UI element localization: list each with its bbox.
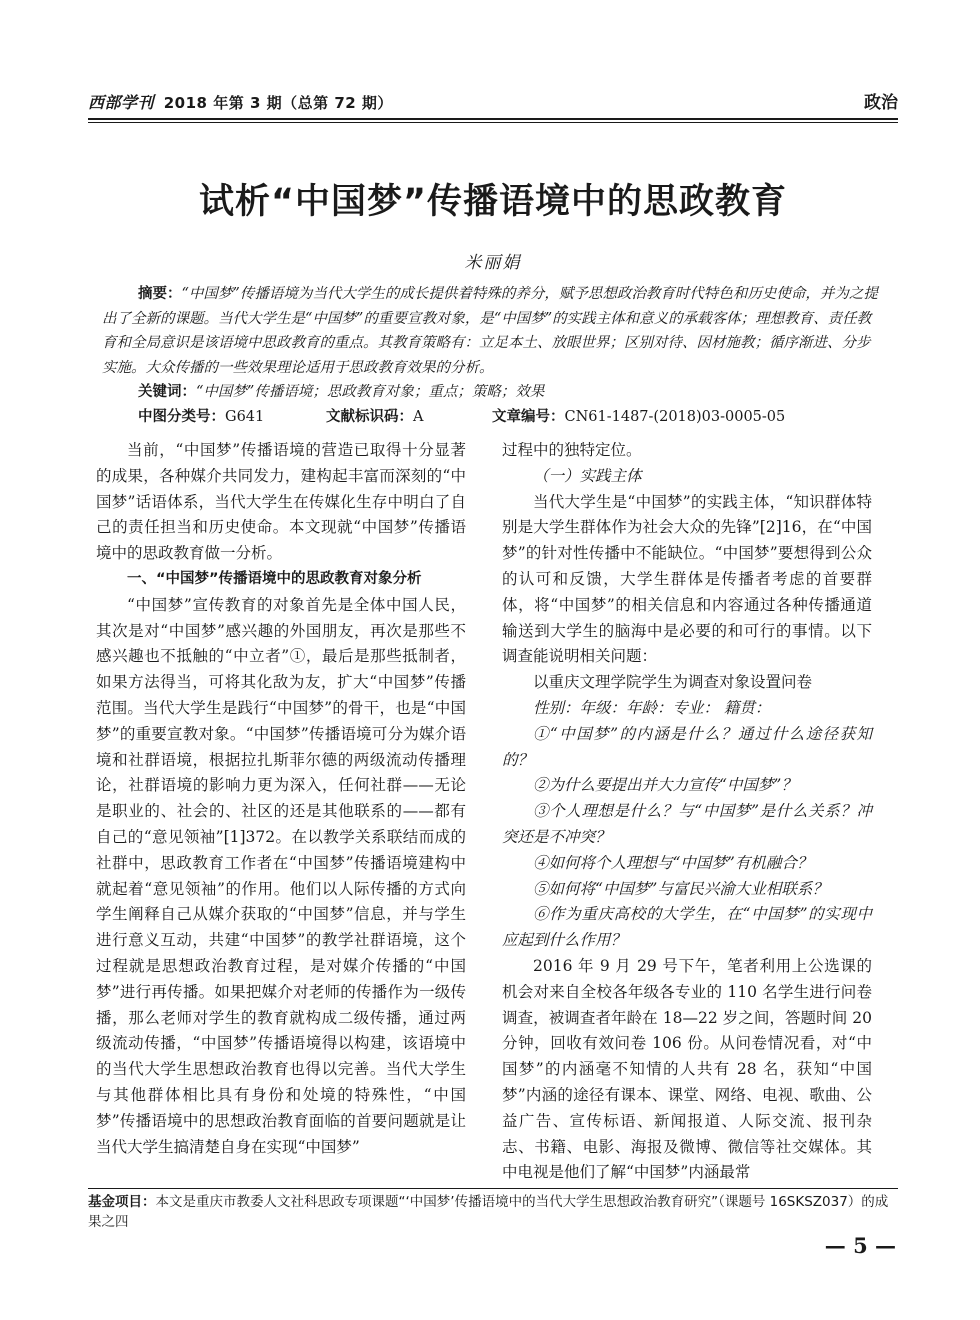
page-number: — 5 —	[824, 1233, 896, 1258]
header-rule	[88, 118, 898, 120]
section-heading: 一、“中国梦”传播语境中的思政教育对象分析	[127, 570, 422, 587]
abstract-block	[102, 282, 878, 429]
article-title: 试析“中国梦”传播语境中的思政教育	[198, 182, 787, 222]
abstract-text: “中国梦”传播语境为当代大学生的成长提供着特殊的养分，赋予思想政治教育时代特色和历史使命，并为之提出了全新的课题。当代大学生是“中国梦”的重要宣教对象，是“中国梦”的实践主体和意义的承载客体；理想教育、责任教育和全局意识是该语境中思政教育的重点。其教育策略有：立足本土、放眼世界；区别对待、因材施教；循序渐进、分步实施。大众传播的一些效果理论适用于思政教育效果的分析。	[102, 286, 878, 376]
article-number-label: 文章编号：	[492, 408, 565, 425]
article-number-value: CN61-1487-(2018)03-0005-05	[564, 408, 786, 425]
body-paragraph: 以重庆文理学院学生为调查对象设置问卷	[533, 673, 813, 692]
running-header	[88, 86, 898, 116]
footnote-text: 本文是重庆市教委人文社科思政专项课题“‘中国梦’传播语境中的当代大学生思想政治教育研究”（课题号 16SKSZ037）的成果之四	[88, 1194, 889, 1230]
footnote-rule	[88, 1188, 898, 1189]
body-paragraph: 当代大学生是“中国梦”的实践主体，“知识群体特别是大学生群体作为社会大众的先锋”[2]16，在“中国梦”的针对性传播中不能缺位。“中国梦”要想得到公众的认可和反馈，大学生群体是传播者考虑的首要群体，将“中国梦”的相关信息和内容通过各种传播通道输送到大学生的脑海中是必要的和可行的事情。以下调查能说明相关问题：	[502, 492, 872, 666]
survey-question: ⑤如何将“中国梦”与富民兴渝大业相联系？	[533, 879, 828, 898]
body-column-right	[502, 438, 872, 1186]
survey-item: 性别：年级：年龄：专业： 籍贯：	[533, 698, 771, 717]
survey-question: ⑥作为重庆高校的大学生，在“中国梦”的实现中应起到什么作用？	[502, 905, 872, 950]
classification-line	[102, 405, 878, 430]
funding-footnote	[88, 1192, 898, 1232]
keywords-label: 关键词：	[138, 384, 196, 400]
clc-value: G641	[225, 408, 265, 425]
body-paragraph: 当前，“中国梦”传播语境的营造已取得十分显著的成果，各种媒介共同发力，建构起丰富而深刻的“中国梦”话语体系，当代大学生在传媒化生存中明白了自己的责任担当和历史使命。本文现就“中国梦”传播语境中的思政教育做一分析。	[96, 441, 466, 563]
body-paragraph: 2016 年 9 月 29 号下午，笔者利用上公选课的机会对来自全校各年级各专业的 110 名学生进行问卷调查，被调查者年龄在 18—22 岁之间，答题时间 20 分钟，回收有效问卷 106 份。从问卷情况看，对“中国梦”的内涵毫不知情的人共有 28 名，获知“中国梦”内涵的途径有课本、课堂、网络、电视、歌曲、公益广告、宣传标语、新闻报道、人际交流、报刊杂志、书籍、电影、海报及微博、微信等社交媒体。其中电视是他们了解“中国梦”内涵最常	[502, 956, 872, 1182]
keywords-line	[102, 380, 878, 405]
survey-question: ①“中国梦”的内涵是什么？通过什么途径获知的？	[502, 724, 872, 769]
section-label: 政治	[864, 93, 898, 113]
journal-logo: 西部学刊	[88, 93, 155, 112]
journal-issue: 2018 年第 3 期（总第 72 期）	[163, 94, 393, 112]
body-column-left	[96, 438, 466, 1160]
survey-question: ②为什么要提出并大力宣传“中国梦”？	[533, 776, 797, 795]
subsection-heading: （一）实践主体	[533, 466, 642, 485]
keywords-text: “中国梦”传播语境；思政教育对象；重点；策略；效果	[196, 384, 545, 400]
article-author: 米丽娟	[464, 253, 522, 273]
survey-question: ④如何将个人理想与“中国梦”有机融合？	[533, 853, 813, 872]
doc-code-label: 文献标识码：	[326, 408, 413, 425]
clc-label: 中图分类号：	[138, 408, 225, 425]
header-rule-thin	[88, 122, 898, 123]
doc-code-value: A	[413, 408, 424, 425]
body-paragraph: 过程中的独特定位。	[502, 441, 642, 459]
body-paragraph: “中国梦”宣传教育的对象首先是全体中国人民，其次是对“中国梦”感兴趣的外国朋友，再次是那些不感兴趣也不抵触的“中立者”①，最后是那些抵制者，如果方法得当，可将其化敌为友，扩大“中国梦”传播范围。当代大学生是践行“中国梦”的骨干，也是“中国梦”的重要宣教对象。“中国梦”传播语境可分为媒介语境和社群语境，根据拉扎斯菲尔德的两级流动传播理论，社群语境的影响力更为深入，任何社群——无论是职业的、社会的、社区的还是其他联系的——都有自己的“意见领袖”[1]372。在以教学关系联结而成的社群中，思政教育工作者在“中国梦”传播语境建构中就起着“意见领袖”的作用。他们以人际传播的方式向学生阐释自己从媒介获取的“中国梦”信息，并与学生进行意义互动，共建“中国梦”的教学社群语境，这个过程就是思想政治教育过程，是对媒介传播的“中国梦”进行再传播。如果把媒介对老师的传播作为一级传播，那么老师对学生的教育就构成二级传播，通过两级流动传播，“中国梦”传播语境得以构建，该语境中的当代大学生思想政治教育也得以完善。当代大学生与其他群体相比具有身份和处境的特殊性，“中国梦”传播语境中的思想政治教育面临的首要问题就是让当代大学生搞清楚自身在实现“中国梦”	[96, 595, 466, 1156]
abstract-label: 摘要：	[138, 286, 182, 302]
footnote-label: 基金项目：	[88, 1194, 156, 1210]
survey-question: ③个人理想是什么？与“中国梦”是什么关系？冲突还是不冲突？	[502, 802, 872, 846]
abstract-paragraph	[102, 282, 878, 380]
journal-name	[88, 90, 393, 113]
